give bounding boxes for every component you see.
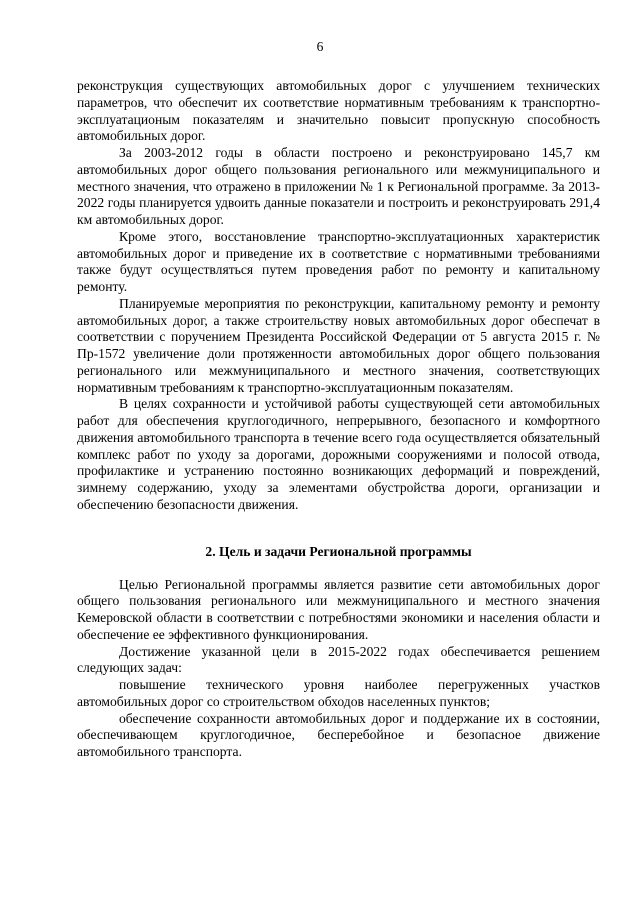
paragraph-planned-measures: Планируемые мероприятия по реконструкции, капитальному ремонту и ремонту автомобильных дорог, а также строительству новых автомобильных дорог обеспечат в соответствии с поручением Президента Российской Федерации от 5 августа 2015 г. № Пр-1572 увеличение доли протяженности автомобильных дорог общего пользования регионального или межмуниципального и местного значения, соответствующих нормативным требованиям к транспортно-эксплуатационным показателям.: [77, 295, 600, 395]
paragraph-reconstruction: реконструкция существующих автомобильных дорог с улучшением технических параметров, что обеспечит их соответствие нормативным требованиям к транспортно-эксплуатационым показателям и значительно повысит пропускную способность автомобильных дорог.: [77, 78, 600, 144]
paragraph-task-preservation: обеспечение сохранности автомобильных дорог и поддержание их в состоянии, обеспечивающем круглогодичное, бесперебойное и безопасное движение автомобильного транспорта.: [77, 710, 600, 759]
page-number: 6: [316, 39, 324, 54]
paragraph-goal-achievement: Достижение указанной цели в 2015-2022 годах обеспечивается решением следующих задач:: [77, 643, 600, 676]
paragraph-program-goal: Целью Региональной программы является развитие сети автомобильных дорог общего пользования регионального или межмуниципального и местного значения Кемеровской области в соответствии с потребностями экономики и населения области и обеспечение ее эффективного функционирования.: [77, 576, 600, 642]
paragraph-maintenance: В целях сохранности и устойчивой работы существующей сети автомобильных работ для обеспечения круглогодичного, непрерывного, безопасного и комфортного движения автомобильного транспорта в течение всего года осуществляется обязательный комплекс работ по уходу за дорогами, дорожными сооружениями и полосой отвода, профилактике и устранению постоянно возникающих деформаций и повреждений, зимнему содержанию, уходу за элементами обустройства дороги, организации и обеспечению безопасности движения.: [77, 396, 600, 512]
document-body: [77, 78, 600, 761]
section-title: 2. Цель и задачи Региональной программы: [205, 543, 472, 559]
paragraph-restoration: Кроме этого, восстановление транспортно-эксплуатационных характеристик автомобильных дорог и приведение их в соответствие с нормативными требованиями также будут осуществляться путем проведения работ по ремонту и капитальному ремонту.: [77, 228, 600, 294]
paragraph-2003-2012-statistics: За 2003-2012 годы в области построено и реконструировано 145,7 км автомобильных дорог общего пользования регионального или межмуниципального и местного значения, что отражено в приложении № 1 к Региональной программе. За 2013-2022 годы планируется удвоить данные показатели и построить и реконструировать 291,4 км автомобильных дорог.: [77, 145, 600, 227]
paragraph-task-technical-level: повышение технического уровня наиболее перегруженных участков автомобильных дорог со строительством обходов населенных пунктов;: [77, 677, 600, 709]
